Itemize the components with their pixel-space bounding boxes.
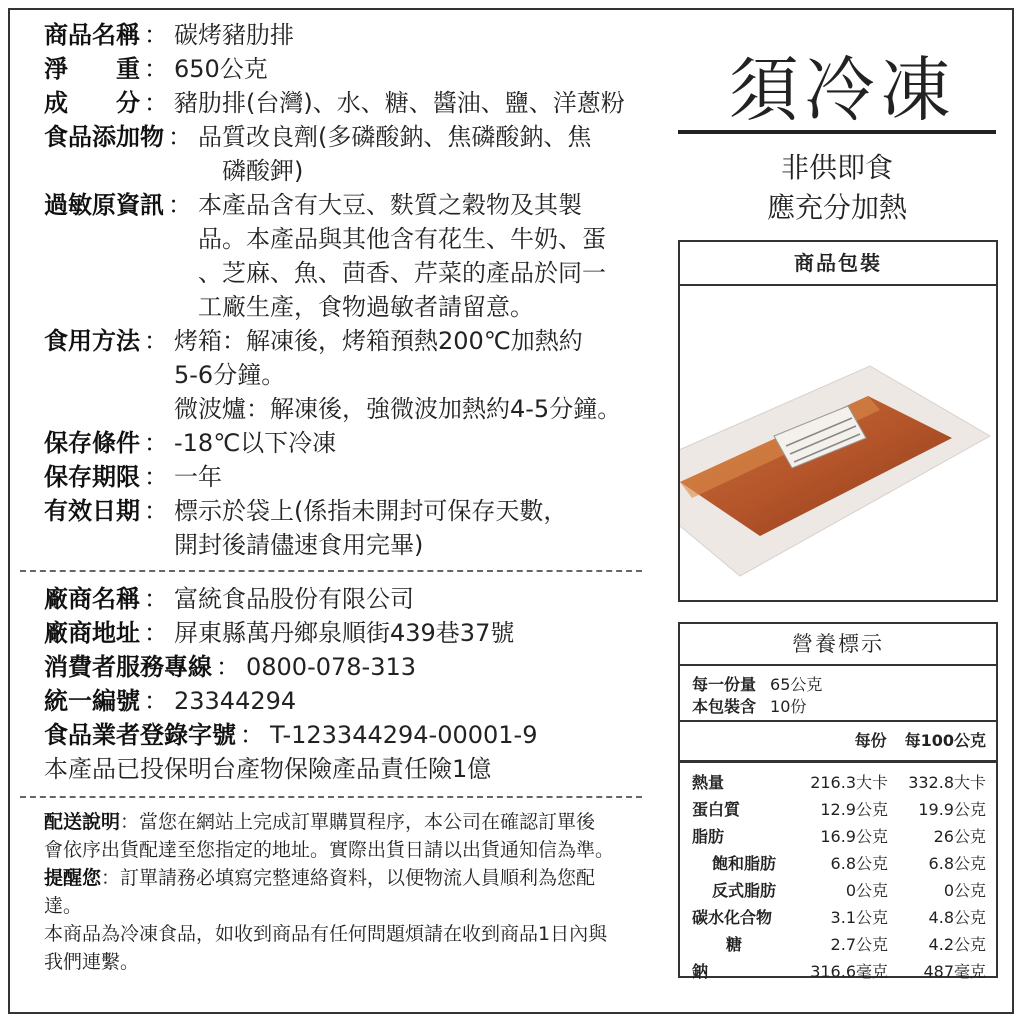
field-value: 工廠生產，食物過敏者請留意。 — [198, 293, 534, 321]
field-value: 屏東縣萬丹鄉泉順街439巷37號 — [174, 619, 515, 647]
field-value: 碳烤豬肋排 — [174, 21, 294, 49]
package-heading: 商品包裝 — [680, 242, 996, 286]
nutrient-name: 飽和脂肪 — [712, 854, 777, 873]
field-label: 有效日期 ： — [44, 497, 168, 525]
product-field-row — [44, 188, 664, 222]
field-value: 品。本產品與其他含有花生、牛奶、蛋 — [198, 225, 606, 253]
field-value: 標示於袋上(係指未開封可保存天數， — [174, 497, 568, 525]
field-value: 富統食品股份有限公司 — [174, 585, 414, 613]
per-100g-value: 4.2公克 — [928, 935, 986, 954]
company-field-row — [44, 684, 664, 718]
nutrition-row — [692, 931, 986, 958]
heating-warning — [678, 148, 996, 228]
divider-1 — [20, 570, 642, 572]
field-value: 5-6分鐘。 — [174, 361, 286, 389]
per-serving-value: 3.1公克 — [830, 908, 888, 927]
delivery-note: 配送說明：當您在網站上完成訂單購買程序，本公司在確認訂單後會依序出貨配達至您指定的地址。實際出貨日請以出貨通知信為準。 — [44, 811, 615, 861]
frozen-note: 本商品為冷凍食品，如收到商品有任何問題煩請在收到商品1日內與我們連繫。 — [44, 923, 608, 973]
per-serving-value: 216.3大卡 — [810, 773, 888, 792]
notes — [44, 808, 614, 976]
per-100g-value: 487毫克 — [923, 962, 986, 981]
keep-frozen-title: 須冷凍 — [728, 49, 957, 131]
field-label: 食品添加物 ： — [44, 123, 192, 151]
per-100g-value: 4.8公克 — [928, 908, 986, 927]
field-label: 消費者服務專線 ： — [44, 653, 240, 681]
field-value: 微波爐：解凍後，強微波加熱約4-5分鐘。 — [174, 395, 622, 423]
serving-info: 每一份量 65公克 本包裝含 10份 — [680, 666, 996, 722]
company-field-row — [44, 650, 664, 684]
product-info — [44, 18, 664, 562]
field-value: 烤箱：解凍後，烤箱預熱200℃加熱約 — [174, 327, 583, 355]
per-100g-value: 6.8公克 — [928, 854, 986, 873]
nutrient-name: 熱量 — [692, 773, 725, 792]
company-field-row — [44, 582, 664, 616]
product-field-row — [44, 18, 664, 52]
field-label: 淨 重 ： — [44, 55, 168, 83]
nutrition-row — [692, 850, 986, 877]
nutrition-row — [692, 904, 986, 931]
field-value: 豬肋排(台灣)、水、糖、醬油、鹽、洋蔥粉 — [174, 89, 625, 117]
product-field-row — [44, 120, 664, 154]
field-label: 廠商地址 ： — [44, 619, 168, 647]
per-serving-value: 16.9公克 — [820, 827, 888, 846]
field-value: 品質改良劑(多磷酸鈉、焦磷酸鈉、焦 — [198, 123, 592, 151]
product-field-row — [44, 494, 664, 528]
per-serving-value: 2.7公克 — [830, 935, 888, 954]
product-field-row — [44, 426, 664, 460]
nutrient-name: 碳水化合物 — [692, 908, 773, 927]
nutrient-name: 鈉 — [692, 962, 709, 981]
product-field-row — [44, 154, 664, 188]
nutrition-heading: 營養標示 — [680, 624, 996, 666]
nutrition-row — [692, 796, 986, 823]
field-value: 650公克 — [174, 55, 268, 83]
product-field-row — [44, 290, 664, 324]
product-field-row — [44, 222, 664, 256]
field-label: 成 分 ： — [44, 89, 168, 117]
company-field-row — [44, 616, 664, 650]
per-100g-value: 0公克 — [943, 881, 986, 900]
per-100g-value: 19.9公克 — [918, 800, 986, 819]
product-field-row — [44, 52, 664, 86]
nutrient-name: 脂肪 — [692, 827, 725, 846]
product-field-row — [44, 358, 664, 392]
field-label: 商品名稱 ： — [44, 21, 168, 49]
not-ready-to-eat: 非供即食 — [780, 151, 893, 184]
per-serving-value: 0公克 — [845, 881, 888, 900]
field-label: 保存期限 ： — [44, 463, 168, 491]
field-label: 食用方法 ： — [44, 327, 168, 355]
nutrient-name: 糖 — [726, 935, 743, 954]
heat-thoroughly: 應充分加熱 — [766, 191, 907, 224]
nutrition-columns: 每份 每100公克 — [680, 722, 996, 763]
field-value: T-123344294-00001-9 — [270, 721, 538, 749]
insurance-line: 本產品已投保明台產物保險產品責任險1億 — [44, 755, 492, 783]
field-value: 0800-078-313 — [246, 653, 417, 681]
field-label: 保存條件 ： — [44, 429, 168, 457]
product-field-row — [44, 460, 664, 494]
field-value: 磷酸鉀) — [198, 157, 304, 185]
field-label: 食品業者登錄字號 ： — [44, 721, 264, 749]
title-rule — [678, 130, 996, 134]
nutrient-name: 反式脂肪 — [712, 881, 777, 900]
reminder-note: 提醒您：訂單請務必填寫完整連絡資料，以便物流人員順利為您配達。 — [44, 867, 596, 917]
field-value: 、芝麻、魚、茴香、芹菜的產品於同一 — [198, 259, 606, 287]
per-100g-value: 332.8大卡 — [908, 773, 986, 792]
nutrition-row — [692, 823, 986, 850]
field-value: 本產品含有大豆、麩質之穀物及其製 — [198, 191, 582, 219]
package-box — [678, 240, 998, 602]
field-label: 廠商名稱 ： — [44, 585, 168, 613]
field-label: 統一編號 ： — [44, 687, 168, 715]
field-value: 開封後請儘速食用完畢) — [174, 531, 424, 559]
product-field-row — [44, 528, 664, 562]
product-field-row — [44, 324, 664, 358]
product-field-row — [44, 86, 664, 120]
per-serving-value: 12.9公克 — [820, 800, 888, 819]
nutrition-facts — [678, 622, 998, 981]
nutrition-row — [692, 958, 986, 985]
field-label: 過敏原資訊 ： — [44, 191, 192, 219]
field-value: 23344294 — [174, 687, 297, 715]
divider-2 — [20, 796, 642, 798]
nutrient-name: 蛋白質 — [692, 800, 741, 819]
nutrition-row — [692, 769, 986, 796]
product-field-row — [44, 392, 664, 426]
nutrition-row — [692, 877, 986, 904]
package-photo — [680, 286, 996, 602]
company-info — [44, 582, 664, 786]
company-field-row — [44, 718, 664, 752]
nutrition-rows — [680, 763, 996, 985]
per-serving-value: 6.8公克 — [830, 854, 888, 873]
product-field-row — [44, 256, 664, 290]
per-100g-value: 26公克 — [933, 827, 986, 846]
field-value: -18℃以下冷凍 — [174, 429, 337, 457]
field-value: 一年 — [174, 463, 222, 491]
per-serving-value: 316.6毫克 — [810, 962, 888, 981]
